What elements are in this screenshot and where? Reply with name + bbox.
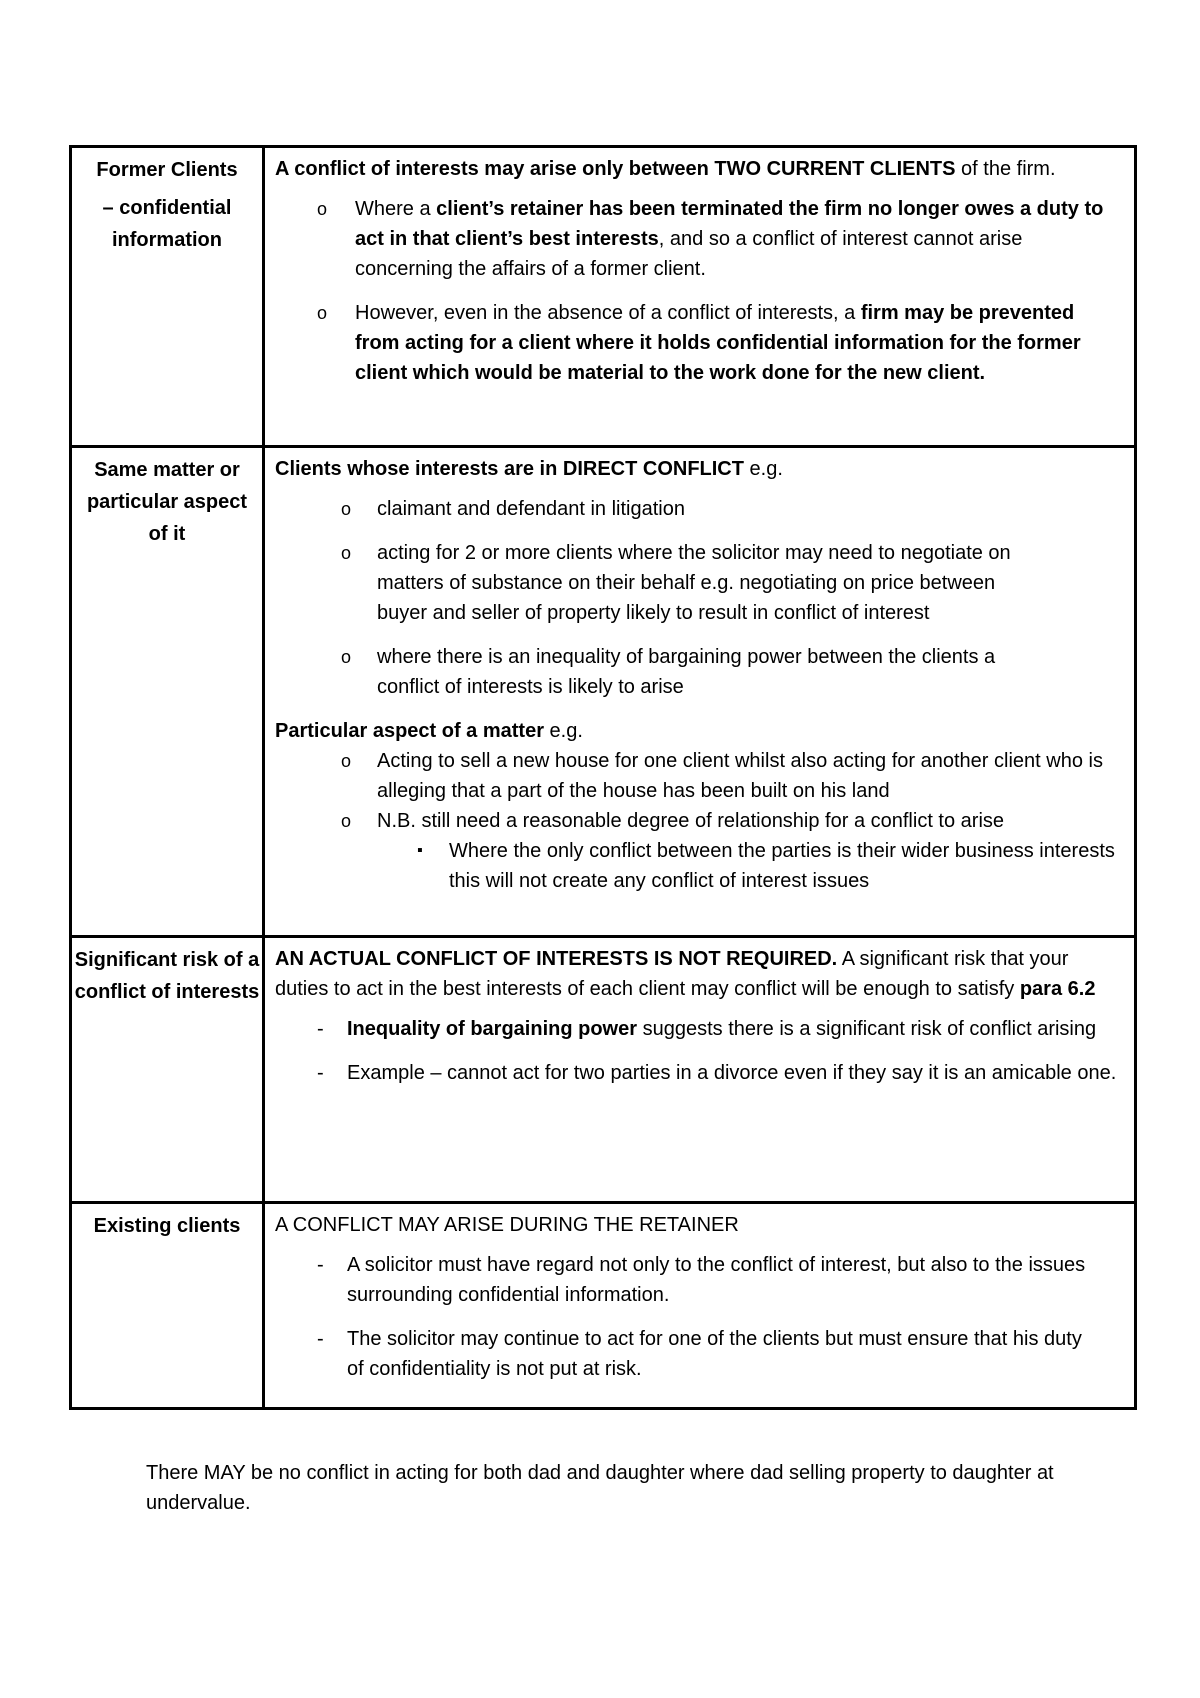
list-item: - Inequality of bargaining power suggests there is a significant risk of conflict arising [275, 1014, 1124, 1044]
row-content [264, 147, 1136, 447]
row-content [264, 937, 1136, 1203]
row-lead: AN ACTUAL CONFLICT OF INTERESTS IS NOT REQUIRED. A significant risk that your duties to act in the best interests of each client may conflict will be enough to satisfy para 6.2 [275, 948, 1096, 1000]
sub-lead: Particular aspect of a matter e.g. [275, 720, 583, 742]
square-bullet-list [275, 836, 1124, 896]
footnote: There MAY be no conflict in acting for both dad and daughter where dad selling property to daughter at undervalue. [146, 1462, 1054, 1514]
row-lead: A CONFLICT MAY ARISE DURING THE RETAINER [275, 1214, 739, 1236]
row-label [71, 147, 264, 447]
list-item: o acting for 2 or more clients where the solicitor may need to negotiate on matters of substance on their behalf e.g. negotiating on price between buyer and seller of property likely to result in conflict of interest [275, 538, 1034, 628]
table-row [71, 1203, 1136, 1409]
list-item: o where there is an inequality of bargaining power between the clients a conflict of interests is likely to arise [275, 642, 1034, 702]
row-lead: A conflict of interests may arise only between TWO CURRENT CLIENTS of the firm. [275, 158, 1056, 180]
list-item: o Where a client’s retainer has been terminated the firm no longer owes a duty to act in that client’s best interests, and so a conflict of interest cannot arise concerning the affairs of a former client. [275, 194, 1124, 284]
row-label-line: – confidential information [102, 197, 232, 251]
list-item: o N.B. still need a reasonable degree of relationship for a conflict to arise [275, 806, 1124, 836]
row-label [71, 447, 264, 937]
dash-list [275, 1250, 1124, 1384]
list-item: - A solicitor must have regard not only to the conflict of interest, but also to the issues surrounding confidential information. [275, 1250, 1094, 1310]
list-item: ▪ Where the only conflict between the parties is their wider business interests this will not create any conflict of interest issues [275, 836, 1124, 896]
list-item: - Example – cannot act for two parties in a divorce even if they say it is an amicable one. [275, 1058, 1124, 1088]
list-item: - The solicitor may continue to act for one of the clients but must ensure that his duty of confidentiality is not put at risk. [275, 1324, 1094, 1384]
row-label [71, 1203, 264, 1409]
row-label-line: Same matter or particular aspect of it [86, 459, 248, 545]
row-label-line: Existing clients [93, 1215, 241, 1237]
row-lead: Clients whose interests are in DIRECT CONFLICT e.g. [275, 458, 783, 480]
row-label [71, 937, 264, 1203]
row-content [264, 1203, 1136, 1409]
conflict-table [69, 145, 1137, 1410]
row-label-line: Significant risk of a conflict of interests [74, 949, 260, 1003]
row-label-line: Former Clients [96, 159, 238, 181]
row-content [264, 447, 1136, 937]
list-item: o Acting to sell a new house for one client whilst also acting for another client who is alleging that a part of the house has been built on his land [275, 746, 1124, 806]
bullet-list [275, 494, 1124, 702]
table-row [71, 937, 1136, 1203]
bullet-list [275, 194, 1124, 388]
list-item: o However, even in the absence of a conflict of interests, a firm may be prevented from acting for a client where it holds confidential information for the former client which would be material to the work done for the new client. [275, 298, 1124, 388]
dash-list [275, 1014, 1124, 1088]
bullet-list [275, 746, 1124, 836]
table-row [71, 147, 1136, 447]
table-row [71, 447, 1136, 937]
list-item: o claimant and defendant in litigation [275, 494, 1034, 524]
